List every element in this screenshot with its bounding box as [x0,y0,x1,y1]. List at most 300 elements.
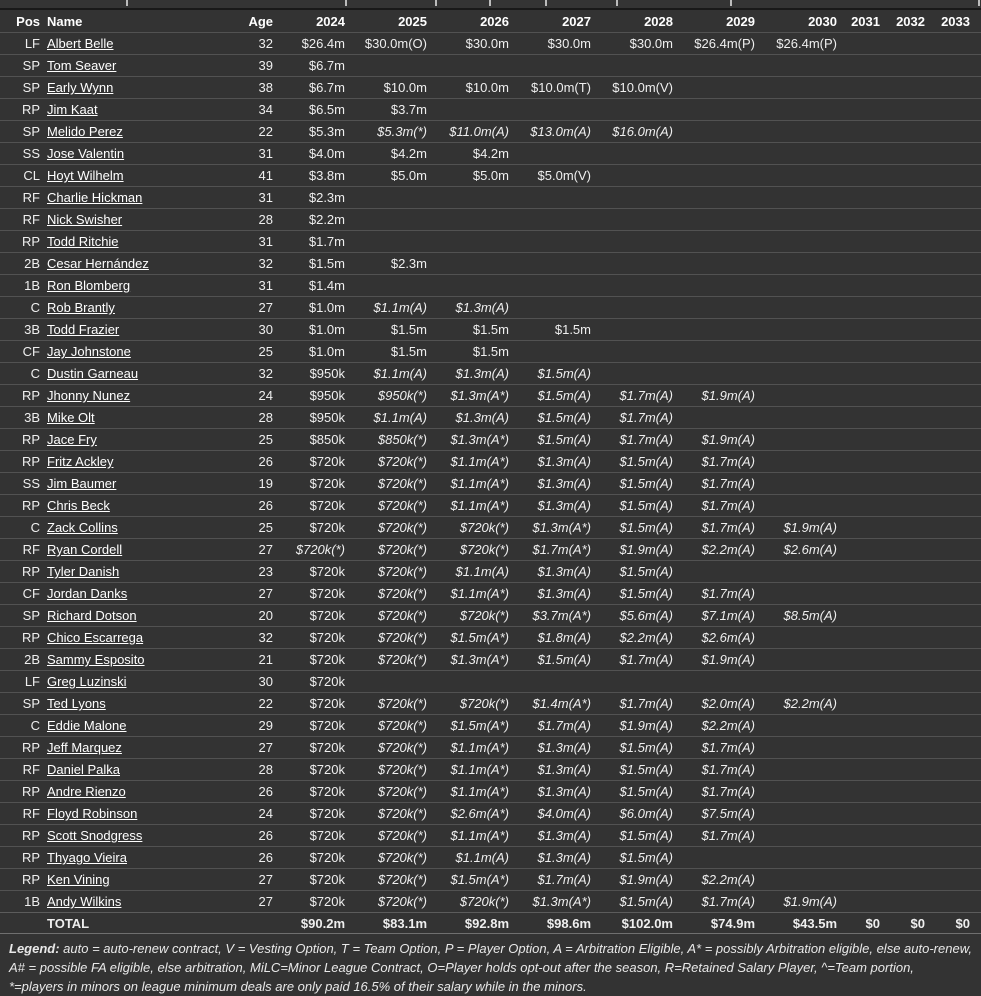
age-cell: 27 [258,586,273,601]
player-rows [0,32,981,912]
player-name-link[interactable]: Jim Baumer [47,476,117,491]
age-cell: 21 [258,652,273,667]
salary-cell-2029: $2.6m(A) [701,630,755,645]
salary-cell-2027: $1.5m(A) [537,388,591,403]
player-name-cell [40,517,247,538]
divider-tick [435,0,437,6]
total-row [0,912,981,934]
age-cell: 27 [258,740,273,755]
player-name-cell [40,187,247,208]
salary-cell-2025: $720k(*) [377,542,427,557]
column-header-name[interactable]: Name [47,13,83,29]
player-name-cell [40,143,247,164]
player-row [0,296,981,318]
salary-cell-2025: $720k(*) [377,718,427,733]
salary-cell-2024: $720k [309,652,345,667]
player-name-cell [40,803,247,824]
salary-cell-2026: $720k(*) [459,608,509,623]
salary-cell-2024: $5.3m [308,124,345,139]
salary-cell-2027: $1.4m(A*) [532,696,591,711]
column-header-2031[interactable]: 2031 [851,13,880,29]
salary-cell-2026: $30.0m [465,36,509,51]
player-name-cell [40,583,247,604]
salary-cell-2028: $1.5m(A) [619,894,673,909]
salary-cell-2024: $950k [309,410,345,425]
salary-cell-2029: $1.7m(A) [701,520,755,535]
player-name-cell [40,737,247,758]
age-cell: 41 [258,168,273,183]
salary-cell-2027: $1.3m(A) [537,784,591,799]
salary-cell-2027: $1.3m(A) [537,498,591,513]
player-name-cell [40,605,247,626]
salary-cell-2028: $1.5m(A) [619,454,673,469]
player-name-link[interactable]: Charlie Hickman [47,190,143,205]
player-name-link[interactable]: Jay Johnstone [47,344,131,359]
position-cell: RP [21,234,40,249]
position-cell: RF [22,542,40,557]
salary-cell-2026: $1.5m [472,344,509,359]
salary-cell-2026: $1.5m(A*) [450,718,509,733]
salary-cell-2024: $1.0m [308,322,345,337]
salary-cell-2025: $4.2m [390,146,427,161]
player-name-link[interactable]: Mike Olt [47,410,95,425]
salary-cell-2025: $720k(*) [377,586,427,601]
player-name-link[interactable]: Todd Frazier [47,322,120,337]
salary-cell-2027: $1.3m(A) [537,762,591,777]
divider-tick [126,0,128,6]
column-header-2027[interactable]: 2027 [562,13,591,29]
player-name-link[interactable]: Jordan Danks [47,586,128,601]
player-name-cell [40,825,247,846]
salary-cell-2024: $6.7m [308,58,345,73]
player-row [0,648,981,670]
salary-cell-2025: $10.0m [383,80,427,95]
age-cell: 31 [258,234,273,249]
salary-cell-2026: $1.3m(A*) [450,388,509,403]
total-label: TOTAL [47,915,90,931]
player-name-link[interactable]: Floyd Robinson [47,806,138,821]
player-name-cell [40,715,247,736]
player-name-link[interactable]: Zack Collins [47,520,118,535]
player-row [0,494,981,516]
player-row [0,582,981,604]
position-cell: RP [21,784,40,799]
age-cell: 22 [258,124,273,139]
player-name-cell [40,495,247,516]
salary-cell-2024: $720k [309,586,345,601]
salary-cell-2030: $1.9m(A) [783,894,837,909]
salary-cell-2029: $7.5m(A) [701,806,755,821]
player-row [0,274,981,296]
player-row [0,76,981,98]
player-name-cell [40,561,247,582]
player-name-link[interactable]: Richard Dotson [47,608,137,623]
player-row [0,626,981,648]
salary-cell-2026: $2.6m(A*) [450,806,509,821]
salary-cell-2024: $720k [309,564,345,579]
salary-cell-2025: $720k(*) [377,850,427,865]
player-name-cell [40,231,247,252]
player-name-link[interactable]: Jeff Marquez [47,740,122,755]
salary-cell-2026: $720k(*) [459,542,509,557]
player-name-cell [40,869,247,890]
position-cell: RP [21,454,40,469]
player-row [0,362,981,384]
salary-cell-2028: $1.5m(A) [619,828,673,843]
age-cell: 22 [258,696,273,711]
player-name-cell [40,33,247,54]
player-name-link[interactable]: Melido Perez [47,124,123,139]
salary-cell-2028: $6.0m(A) [619,806,673,821]
legend-label: Legend: [9,941,60,956]
column-header-2026[interactable]: 2026 [480,13,509,29]
salary-cell-2024: $4.0m [308,146,345,161]
position-cell: RP [21,498,40,513]
player-row [0,780,981,802]
player-name-link[interactable]: Todd Ritchie [47,234,119,249]
column-header-age[interactable]: Age [248,13,273,29]
salary-cell-2025: $720k(*) [377,520,427,535]
age-cell: 26 [258,850,273,865]
player-name-link[interactable]: Nick Swisher [47,212,123,227]
age-cell: 26 [258,454,273,469]
player-name-link[interactable]: Ken Vining [47,872,110,887]
salary-cell-2028: $1.5m(A) [619,586,673,601]
salary-cell-2024: $720k [309,498,345,513]
player-name-link[interactable]: Ted Lyons [47,696,106,711]
column-header-2029[interactable]: 2029 [726,13,755,29]
age-cell: 27 [258,872,273,887]
column-header-2024[interactable]: 2024 [316,13,345,29]
position-cell: RP [21,432,40,447]
salary-cell-2024: $2.3m [308,190,345,205]
age-cell: 29 [258,718,273,733]
position-cell: LF [24,36,40,51]
player-name-cell [40,627,247,648]
salary-cell-2025: $720k(*) [377,762,427,777]
age-cell: 25 [258,432,273,447]
salary-cell-2030: $1.9m(A) [783,520,837,535]
divider-tick [616,0,618,6]
player-name-cell [40,165,247,186]
player-name-link[interactable]: Sammy Esposito [47,652,145,667]
salary-cell-2027: $1.3m(A) [537,586,591,601]
salary-cell-2027: $1.3m(A) [537,564,591,579]
salary-cell-2029: $1.7m(A) [701,762,755,777]
position-cell: SS [22,146,40,161]
player-row [0,604,981,626]
player-row [0,802,981,824]
salary-cell-2028: $30.0m [629,36,673,51]
salary-cell-2025: $1.5m [390,322,427,337]
salary-cell-2025: $3.7m [390,102,427,117]
salary-cell-2026: $1.1m(A*) [450,828,509,843]
age-cell: 32 [258,36,273,51]
position-cell: RF [22,190,40,205]
divider-tick [978,0,980,6]
player-row [0,890,981,912]
player-row [0,516,981,538]
player-row [0,32,981,54]
salary-cell-2029: $1.9m(A) [701,652,755,667]
age-cell: 26 [258,828,273,843]
position-cell: 3B [24,322,40,337]
player-name-link[interactable]: Jace Fry [47,432,97,447]
salary-cell-2026: $720k(*) [459,520,509,535]
player-name-link[interactable]: Ron Blomberg [47,278,131,293]
column-header-2028[interactable]: 2028 [644,13,673,29]
salary-cell-2029: $2.2m(A) [701,542,755,557]
player-row [0,384,981,406]
salary-cell-2029: $1.7m(A) [701,586,755,601]
player-row [0,472,981,494]
player-row [0,714,981,736]
salary-cell-2025: $720k(*) [377,740,427,755]
position-cell: RP [21,740,40,755]
player-name-link[interactable]: Chico Escarrega [47,630,144,645]
salary-cell-2024: $1.0m [308,344,345,359]
player-name-link[interactable]: Andre Rienzo [47,784,126,799]
player-name-link[interactable]: Scott Snodgress [47,828,143,843]
player-row [0,736,981,758]
player-name-link[interactable]: Cesar Hernández [47,256,149,271]
salary-cell-2026: $1.1m(A*) [450,586,509,601]
salary-cell-2025: $1.1m(A) [373,410,427,425]
total-cell-2031: $0 [865,915,880,931]
salary-cell-2024: $950k [309,366,345,381]
salary-cell-2028: $1.7m(A) [619,432,673,447]
salary-cell-2025: $950k(*) [377,388,427,403]
player-name-link[interactable]: Eddie Malone [47,718,127,733]
salary-cell-2027: $1.3m(A) [537,740,591,755]
salary-cell-2027: $1.3m(A) [537,850,591,865]
age-cell: 31 [258,278,273,293]
salary-cell-2028: $5.6m(A) [619,608,673,623]
player-row [0,824,981,846]
position-cell: C [30,366,40,381]
salary-cell-2024: $720k [309,476,345,491]
salary-cell-2024: $6.5m [308,102,345,117]
column-header-2033[interactable]: 2033 [941,13,970,29]
player-row [0,142,981,164]
salary-cell-2024: $3.8m [308,168,345,183]
player-name-cell [40,319,247,340]
player-name-link[interactable]: Tyler Danish [47,564,120,579]
salary-cell-2027: $1.3m(A*) [532,894,591,909]
salary-cell-2029: $1.9m(A) [701,388,755,403]
player-row [0,868,981,890]
player-name-link[interactable]: Jim Kaat [47,102,98,117]
player-name-cell [40,781,247,802]
player-row [0,120,981,142]
salary-cell-2027: $1.5m [554,322,591,337]
player-row [0,758,981,780]
position-cell: RP [21,388,40,403]
position-cell: SP [22,58,40,73]
player-name-link[interactable]: Hoyt Wilhelm [47,168,124,183]
player-name-link[interactable]: Greg Luzinski [47,674,127,689]
player-name-link[interactable]: Chris Beck [47,498,110,513]
position-cell: RP [21,102,40,117]
salary-cell-2027: $1.5m(A) [537,410,591,425]
player-name-cell [40,55,247,76]
salary-cell-2025: $720k(*) [377,696,427,711]
player-row [0,406,981,428]
player-name-cell [40,121,247,142]
salary-cell-2025: $720k(*) [377,784,427,799]
salary-cell-2025: $720k(*) [377,828,427,843]
salary-cell-2024: $1.0m [308,300,345,315]
divider-tick [730,0,732,6]
salary-cell-2025: $720k(*) [377,476,427,491]
salary-cell-2024: $6.7m [308,80,345,95]
salary-cell-2024: $1.5m [308,256,345,271]
salary-cell-2027: $5.0m(V) [537,168,591,183]
salary-cell-2027: $1.3m(A) [537,476,591,491]
age-cell: 28 [258,762,273,777]
salary-cell-2029: $1.7m(A) [701,894,755,909]
player-name-cell [40,539,247,560]
position-cell: RF [22,762,40,777]
salary-cell-2025: $5.3m(*) [377,124,427,139]
salary-cell-2025: $720k(*) [377,608,427,623]
player-name-link[interactable]: Andy Wilkins [47,894,122,909]
salary-cell-2027: $1.7m(A) [537,872,591,887]
player-name-link[interactable]: Thyago Vieira [47,850,127,865]
salary-cell-2028: $1.7m(A) [619,696,673,711]
salary-cell-2027: $1.8m(A) [537,630,591,645]
salary-cell-2027: $1.7m(A) [537,718,591,733]
salary-cell-2025: $720k(*) [377,872,427,887]
position-cell: CL [23,168,40,183]
position-cell: LF [24,674,40,689]
header-row [0,10,981,32]
salary-cell-2026: $11.0m(A) [449,124,509,139]
salary-cell-2025: $720k(*) [377,454,427,469]
salary-cell-2027: $1.5m(A) [537,366,591,381]
salary-cell-2024: $950k [309,388,345,403]
salary-cell-2027: $10.0m(T) [531,80,591,95]
salary-cell-2026: $1.3m(A*) [450,432,509,447]
age-cell: 24 [258,388,273,403]
player-row [0,560,981,582]
salary-cell-2024: $720k [309,630,345,645]
player-row [0,428,981,450]
player-name-cell [40,759,247,780]
position-cell: RP [21,828,40,843]
player-row [0,670,981,692]
salary-cell-2029: $1.9m(A) [701,432,755,447]
salary-cell-2027: $1.5m(A) [537,652,591,667]
age-cell: 38 [258,80,273,95]
player-name-link[interactable]: Jose Valentin [47,146,125,161]
age-cell: 27 [258,300,273,315]
player-name-link[interactable]: Jhonny Nunez [47,388,131,403]
salary-cell-2029: $2.0m(A) [701,696,755,711]
salary-cell-2025: $1.5m [390,344,427,359]
player-name-cell [40,209,247,230]
salary-cell-2024: $1.7m [308,234,345,249]
player-name-link[interactable]: Rob Brantly [47,300,115,315]
player-row [0,538,981,560]
salary-cell-2027: $1.5m(A) [537,432,591,447]
position-cell: SP [22,696,40,711]
salary-cell-2026: $720k(*) [459,894,509,909]
total-cell-2033: $0 [955,915,970,931]
position-cell: RF [22,806,40,821]
position-cell: 2B [24,652,40,667]
salary-cell-2024: $720k [309,872,345,887]
position-cell: 1B [24,894,40,909]
age-cell: 28 [258,212,273,227]
player-name-cell [40,297,247,318]
age-cell: 31 [258,146,273,161]
player-name-cell [40,429,247,450]
salary-cell-2026: $1.3m(A) [455,300,509,315]
player-name-cell [40,451,247,472]
salary-cell-2024: $26.4m [301,36,345,51]
age-cell: 27 [258,894,273,909]
age-cell: 24 [258,806,273,821]
player-name-cell [40,341,247,362]
total-cell-2032: $0 [910,915,925,931]
salary-cell-2024: $720k [309,894,345,909]
salary-cell-2026: $1.1m(A*) [450,740,509,755]
salary-cell-2024: $720k [309,828,345,843]
salary-cell-2026: $10.0m [465,80,509,95]
salary-cell-2026: $1.1m(A) [455,850,509,865]
salary-cell-2029: $1.7m(A) [701,476,755,491]
salary-cell-2028: $1.5m(A) [619,740,673,755]
salary-cell-2028: $1.5m(A) [619,476,673,491]
divider-tick [545,0,547,6]
age-cell: 31 [258,190,273,205]
player-row [0,450,981,472]
player-name-link[interactable]: Early Wynn [47,80,114,95]
salary-cell-2028: $1.5m(A) [619,498,673,513]
salary-cell-2027: $1.3m(A) [537,828,591,843]
player-name-link[interactable]: Ryan Cordell [47,542,123,557]
salary-cell-2028: $1.9m(A) [619,718,673,733]
salary-cell-2029: $1.7m(A) [701,740,755,755]
player-name-cell [40,385,247,406]
salary-cell-2024: $720k [309,674,345,689]
player-name-link[interactable]: Dustin Garneau [47,366,139,381]
player-name-link[interactable]: Daniel Palka [47,762,120,777]
salary-cell-2025: $720k(*) [377,806,427,821]
position-cell: 2B [24,256,40,271]
salary-cell-2028: $1.7m(A) [619,388,673,403]
salary-cell-2025: $1.1m(A) [373,300,427,315]
age-cell: 23 [258,564,273,579]
position-cell: SS [22,476,40,491]
player-name-link[interactable]: Albert Belle [47,36,114,51]
salary-cell-2024: $850k [309,432,345,447]
column-header-2032[interactable]: 2032 [896,13,925,29]
column-header-2025[interactable]: 2025 [398,13,427,29]
column-header-pos[interactable]: Pos [16,13,40,29]
salary-cell-2024: $720k [309,784,345,799]
position-cell: SP [22,80,40,95]
player-row [0,208,981,230]
player-name-cell [40,407,247,428]
salary-cell-2024: $720k [309,850,345,865]
column-header-2030[interactable]: 2030 [808,13,837,29]
player-row [0,230,981,252]
player-name-link[interactable]: Fritz Ackley [47,454,114,469]
player-name-link[interactable]: Tom Seaver [47,58,117,73]
age-cell: 34 [258,102,273,117]
